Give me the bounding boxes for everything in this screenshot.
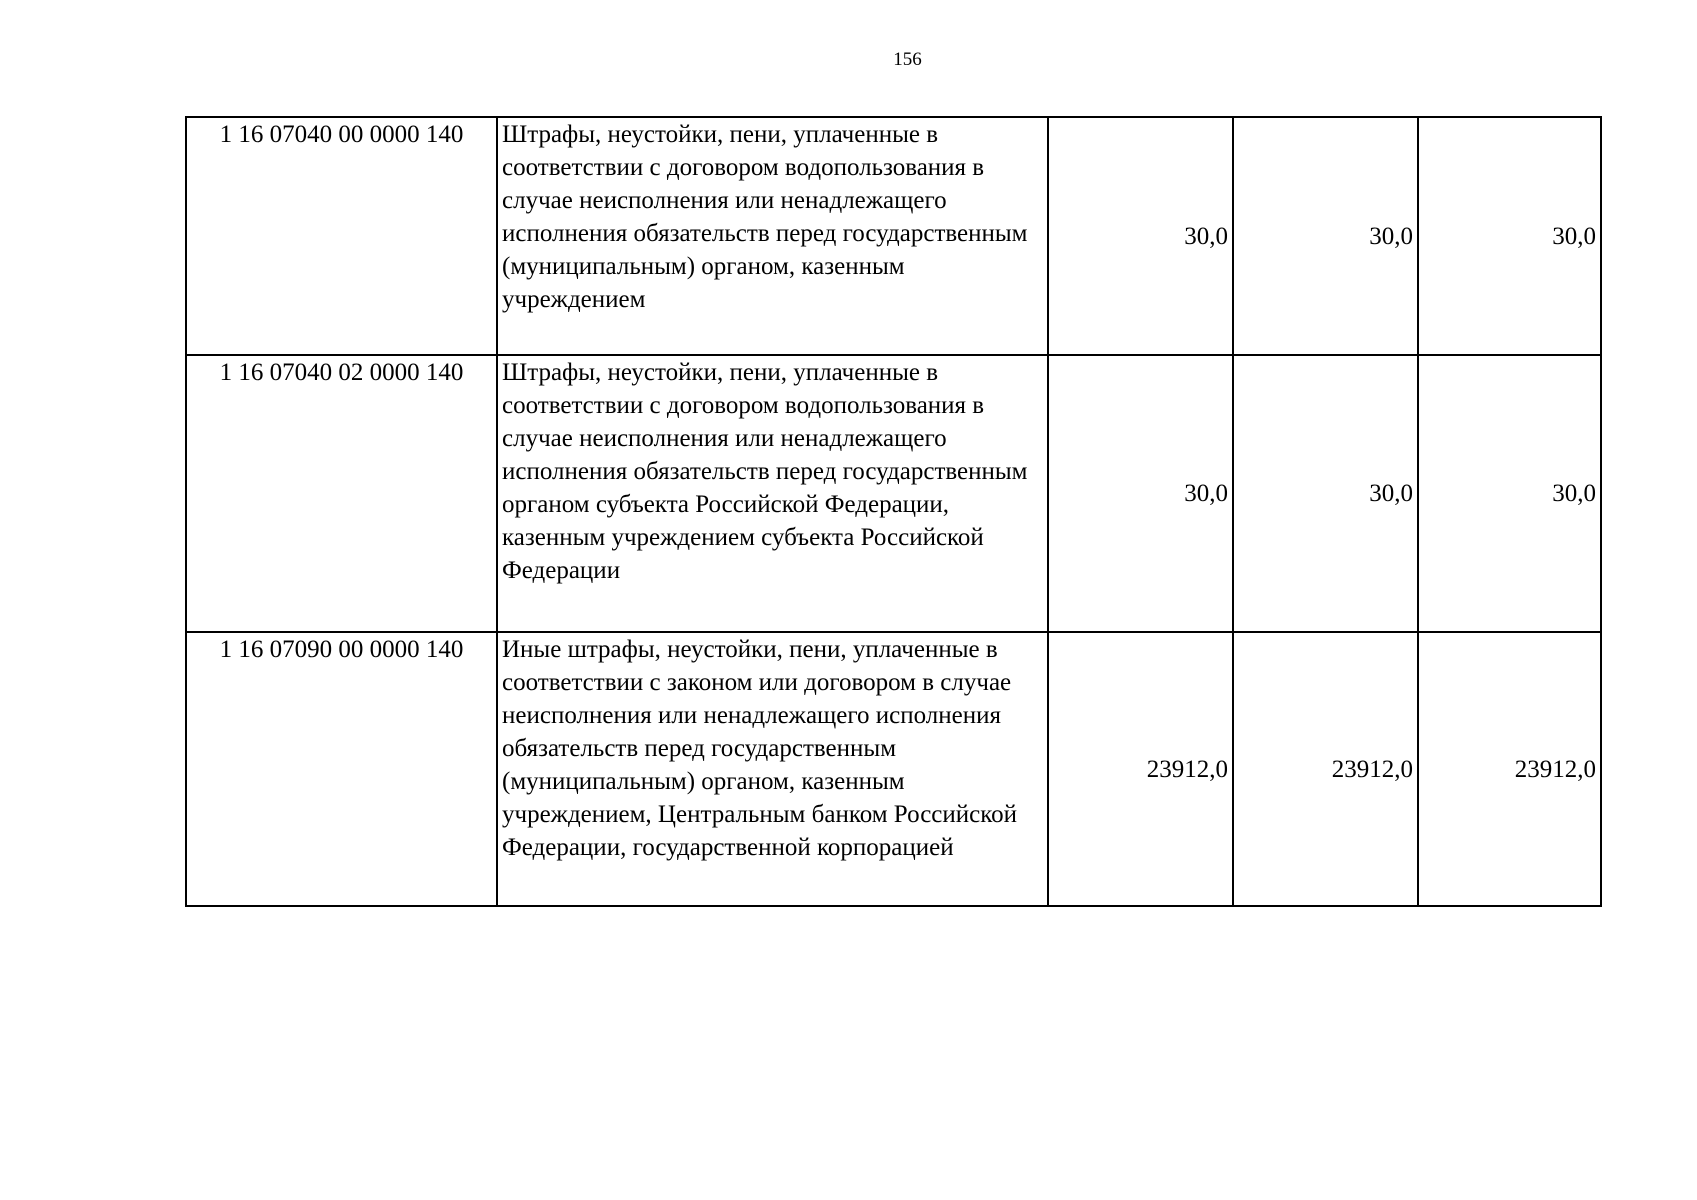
amount-cell: 23912,0	[1048, 632, 1233, 906]
budget-code-cell: 1 16 07040 00 0000 140	[186, 117, 497, 355]
table-row	[186, 117, 1601, 355]
amount-cell: 30,0	[1048, 117, 1233, 355]
amount-cell: 30,0	[1048, 355, 1233, 632]
amount-cell: 23912,0	[1233, 632, 1418, 906]
amount-cell: 23912,0	[1418, 632, 1601, 906]
table-row	[186, 355, 1601, 632]
budget-code-cell: 1 16 07090 00 0000 140	[186, 632, 497, 906]
revenue-name-cell: Штрафы, неустойки, пени, уплаченные в соответствии с договором водопользования в случае неисполнения или ненадлежащего исполнения обязательств перед государственным органом субъекта Российской Федерации, казенным учреждением субъекта Российской Федерации	[497, 355, 1048, 632]
revenue-name-cell: Штрафы, неустойки, пени, уплаченные в соответствии с договором водопользования в случае неисполнения или ненадлежащего исполнения обязательств перед государственным (муниципальным) органом, казенным учреждением	[497, 117, 1048, 355]
budget-code-cell: 1 16 07040 02 0000 140	[186, 355, 497, 632]
amount-cell: 30,0	[1233, 117, 1418, 355]
table-row	[186, 632, 1601, 906]
amount-cell: 30,0	[1418, 117, 1601, 355]
revenue-table	[185, 116, 1602, 907]
revenue-name-cell: Иные штрафы, неустойки, пени, уплаченные в соответствии с законом или договором в случае неисполнения или ненадлежащего исполнения обязательств перед государственным (муниципальным) органом, казенным учреждением, Центральным банком Российской Федерации, государственной корпорацией	[497, 632, 1048, 906]
amount-cell: 30,0	[1418, 355, 1601, 632]
amount-cell: 30,0	[1233, 355, 1418, 632]
page-number: 156	[893, 49, 922, 70]
